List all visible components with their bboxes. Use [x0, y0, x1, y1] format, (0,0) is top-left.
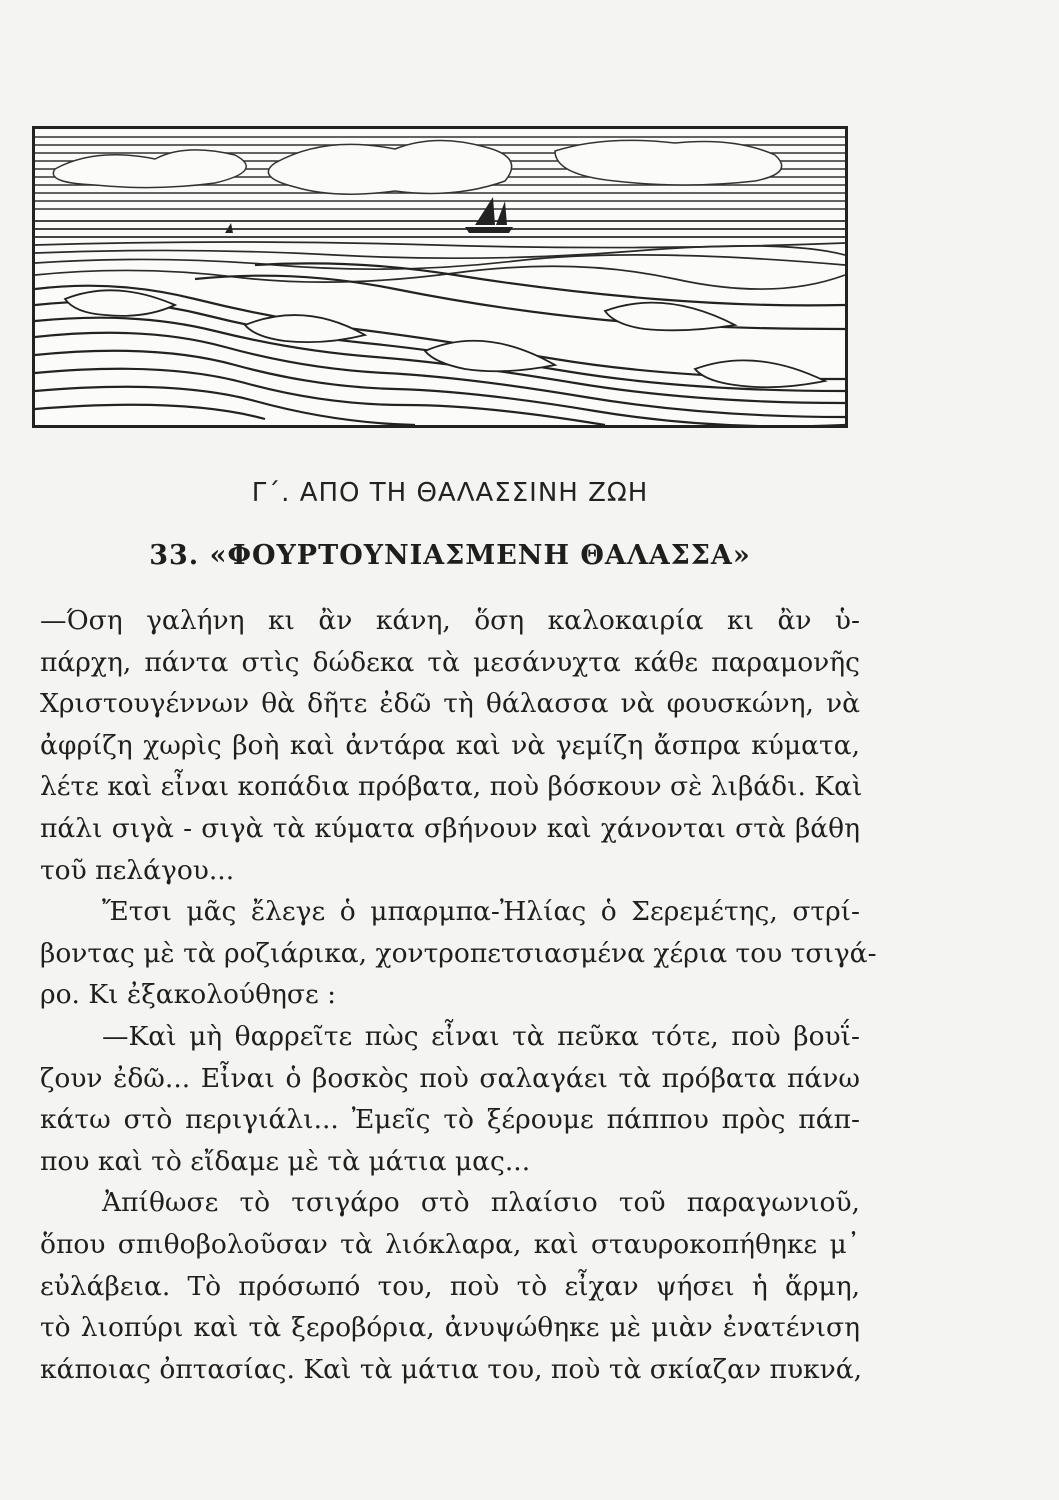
- text-line-1: —Όση γαλήνη κι ἂν κάνη, ὅση καλοκαιρία κι ἂν ὑ-: [40, 605, 860, 636]
- text-line-3: Χριστουγέννων θὰ δῆτε ἐδῶ τὴ θάλασσα νὰ φουσκώνη, νὰ: [40, 688, 860, 720]
- body-text: [40, 600, 877, 1390]
- section-title: Γ΄. ΑΠΟ ΤΗ ΘΑΛΑΣΣΙΝΗ ΖΩΗ: [251, 478, 649, 508]
- text-line-10: ρο. Κι ἐξακολούθησε :: [40, 979, 337, 1011]
- text-line-11: —Καὶ μὴ θαρρεῖτε πὼς εἶναι τὰ πεῦκα τότε, ποὺ βουΐ-: [102, 1020, 860, 1052]
- text-line-12: ζουν ἐδῶ... Εἶναι ὁ βοσκὸς ποὺ σαλαγάει τὰ πρόβατα πάνω: [40, 1062, 860, 1094]
- text-line-16: ὅπου σπιθοβολοῦσαν τὰ λιόκλαρα, καὶ σταυροκοπήθηκε μ᾽: [40, 1228, 860, 1260]
- sea-woodcut-image: [35, 129, 845, 425]
- text-line-13: κάτω στὸ περιγιάλι... Ἐμεῖς τὸ ξέρουμε πάππου πρὸς πάπ-: [40, 1104, 860, 1136]
- text-line-5: λέτε καὶ εἶναι κοπάδια πρόβατα, ποὺ βόσκουν σὲ λιβάδι. Καὶ: [40, 771, 863, 803]
- text-line-14: που καὶ τὸ εἴδαμε μὲ τὰ μάτια μας...: [40, 1145, 531, 1177]
- text-line-2: πάρχη, πάντα στὶς δώδεκα τὰ μεσάνυχτα κάθε παραμονῆς: [40, 646, 860, 678]
- text-line-17: εὐλάβεια. Τὸ πρόσωπό του, ποὺ τὸ εἶχαν ψήσει ἡ ἅρμη,: [40, 1270, 860, 1302]
- text-line-15: Ἀπίθωσε τὸ τσιγάρο στὸ πλαίσιο τοῦ παραγωνιοῦ,: [102, 1187, 860, 1219]
- chapter-title: 33. «ΦΟΥΡΤΟΥΝΙΑΣΜΕΝΗ ΘΑΛΑΣΣΑ»: [149, 540, 751, 571]
- text-line-19: κάποιας ὀπτασίας. Καὶ τὰ μάτια του, ποὺ τὰ σκίαζαν πυκνά,: [40, 1353, 863, 1385]
- text-line-18: τὸ λιοπύρι καὶ τὰ ξεροβόρια, ἀνυψώθηκε μὲ μιὰν ἐνατένιση: [40, 1312, 860, 1344]
- text-line-7: τοῦ πελάγου...: [40, 854, 235, 886]
- text-line-8: Ἔτσι μᾶς ἔλεγε ὁ μπαρμπα-Ἠλίας ὁ Σερεμέτης, στρί-: [102, 896, 860, 928]
- text-line-9: βοντας μὲ τὰ ροζιάρικα, χοντροπετσιασμένα χέρια του τσιγά-: [40, 937, 877, 969]
- text-line-4: ἀφρίζη χωρὶς βοὴ καὶ ἀντάρα καὶ νὰ γεμίζη ἄσπρα κύματα,: [40, 729, 860, 761]
- stormy-sea-illustration: [32, 126, 848, 428]
- text-line-6: πάλι σιγὰ - σιγὰ τὰ κύματα σβήνουν καὶ χάνονται στὰ βάθη: [40, 812, 860, 844]
